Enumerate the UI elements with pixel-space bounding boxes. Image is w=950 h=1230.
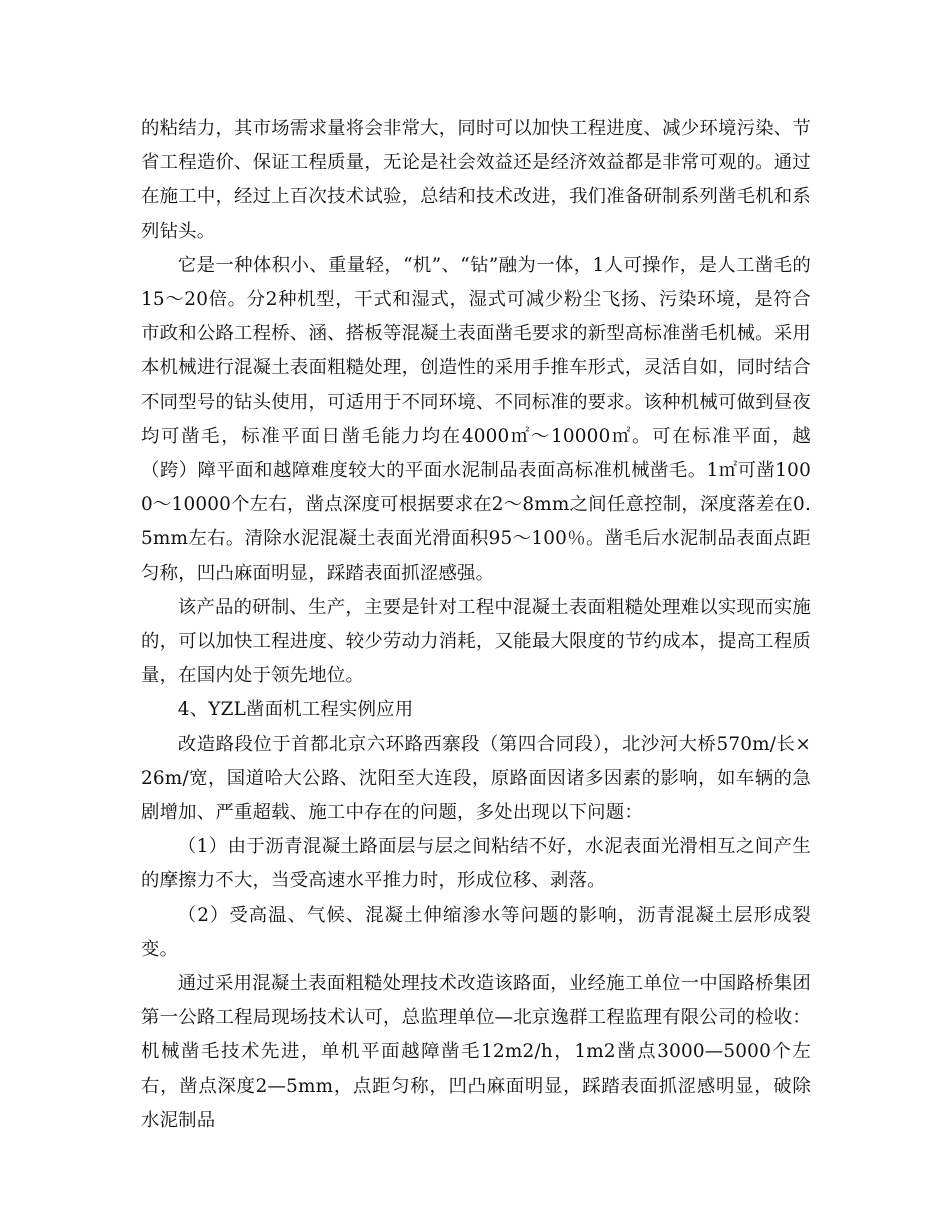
paragraph-3: 该产品的研制、生产，主要是针对工程中混凝土表面粗糙处理难以实现而实施的，可以加快工程进度、较少劳动力消耗，又能最大限度的节约成本，提高工程质量，在国内处于领先地位。 [141,596,811,687]
paragraph-4: 改造路段位于首都北京六环路西寨段（第四合同段），北沙河大桥570m/长×26m/宽，国道哈大公路、沈阳至大连段，原路面因诸多因素的影响，如车辆的急剧增加、严重超载、施工中存在的问题，多处出现以下问题： [141,733,811,824]
paragraph-problem-2: （2）受高温、气候、混凝土伸缩渗水等问题的影响，沥青混凝土层形成裂变。 [141,904,811,960]
paragraph-problem-1: （1）由于沥青混凝土路面层与层之间粘结不好，水泥表面光滑相互之间产生的摩擦力不大，当受高速水平推力时，形成位移、剥落。 [141,836,811,892]
document-body [141,112,811,1138]
paragraph-5: 通过采用混凝土表面粗糙处理技术改造该路面，业经施工单位一中国路桥集团第一公路工程局现场技术认可，总监理单位—北京逸群工程监理有限公司的检收：机械凿毛技术先进，单机平面越障凿毛12m2/h，1m2凿点3000—5000个左右，凿点深度2—5mm，点距匀称，凹凸麻面明显，踩踏表面抓涩感明显，破除水泥制品 [141,973,811,1131]
paragraph-1: 的粘结力，其市场需求量将会非常大，同时可以加快工程进度、减少环境污染、节省工程造价、保证工程质量，无论是社会效益还是经济效益都是非常可观的。通过在施工中，经过上百次技术试验，总结和技术改进，我们准备研制系列凿毛机和系列钻头。 [141,118,811,242]
paragraph-2: 它是一种体积小、重量轻，“机”、“钻”融为一体，1人可操作，是人工凿毛的15～20倍。分2种机型，干式和湿式，湿式可减少粉尘飞扬、污染环境，是符合市政和公路工程桥、涵、搭板等混凝土表面凿毛要求的新型高标准凿毛机械。采用本机械进行混凝土表面粗糙处理，创造性的采用手推车形式，灵活自如，同时结合不同型号的钻头使用，可适用于不同环境、不同标准的要求。该种机械可做到昼夜均可凿毛，标准平面日凿毛能力均在4000㎡～10000㎡。可在标准平面，越（跨）障平面和越障难度较大的平面水泥制品表面高标准机械凿毛。1㎡可凿1000～10000个左右，凿点深度可根据要求在2～8mm之间任意控制，深度落差在0.5mm左右。清除水泥混凝土表面光滑面积95～100％。凿毛后水泥制品表面点距匀称，凹凸麻面明显，踩踏表面抓涩感强。 [141,254,811,584]
section-heading: 4、YZL凿面机工程实例应用 [177,699,414,721]
